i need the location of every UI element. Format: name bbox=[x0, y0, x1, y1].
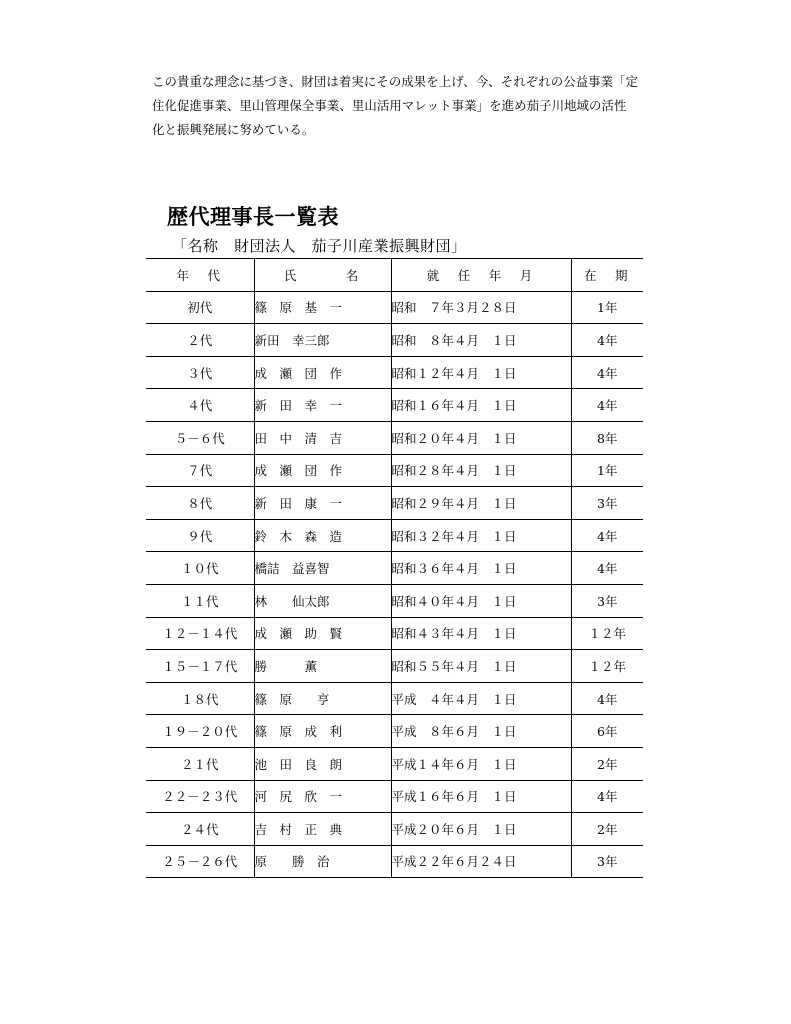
cell-term: 1年 bbox=[571, 454, 643, 487]
cell-name: 勝 薫 bbox=[254, 650, 391, 683]
intro-line: 住化促進事業、里山管理保全事業、里山活用マレット事業」を進め茄子川地域の活性 bbox=[152, 98, 627, 113]
column-header-appointment-date: 就 任 年 月 bbox=[391, 259, 571, 292]
table-row bbox=[146, 487, 643, 520]
column-header-term: 在 期 bbox=[571, 259, 643, 292]
column-header-era: 年 代 bbox=[146, 259, 254, 292]
cell-term: １２年 bbox=[571, 650, 643, 683]
cell-name: 河 尻 欣 一 bbox=[254, 780, 391, 813]
cell-appointment-date: 昭和２９年４月 １日 bbox=[391, 487, 571, 520]
cell-name: 原 勝 治 bbox=[254, 845, 391, 878]
table-row bbox=[146, 715, 643, 748]
cell-appointment-date: 昭和４３年４月 １日 bbox=[391, 617, 571, 650]
cell-name: 鈴 木 森 造 bbox=[254, 519, 391, 552]
cell-name: 吉 村 正 典 bbox=[254, 813, 391, 846]
cell-era: ２２－２３代 bbox=[146, 780, 254, 813]
table-row bbox=[146, 291, 643, 324]
cell-term: 4年 bbox=[571, 682, 643, 715]
cell-era: １１代 bbox=[146, 584, 254, 617]
intro-line: この貴重な理念に基づき、財団は着実にその成果を上げ、今、それぞれの公益事業「定 bbox=[152, 74, 639, 89]
cell-era: １２－１４代 bbox=[146, 617, 254, 650]
chairman-history-table bbox=[146, 258, 643, 878]
cell-name: 新田 幸三郎 bbox=[254, 324, 391, 357]
cell-name: 篠 原 亨 bbox=[254, 682, 391, 715]
cell-era: ２５－２６代 bbox=[146, 845, 254, 878]
cell-appointment-date: 昭和 ８年４月 １日 bbox=[391, 324, 571, 357]
cell-era: １８代 bbox=[146, 682, 254, 715]
cell-term: 4年 bbox=[571, 519, 643, 552]
table-row bbox=[146, 454, 643, 487]
cell-name: 篠 原 成 利 bbox=[254, 715, 391, 748]
cell-term: １２年 bbox=[571, 617, 643, 650]
cell-era: ４代 bbox=[146, 389, 254, 422]
cell-appointment-date: 昭和１２年４月 １日 bbox=[391, 356, 571, 389]
cell-name: 成 瀬 団 作 bbox=[254, 356, 391, 389]
table-header-row bbox=[146, 259, 643, 292]
cell-appointment-date: 平成２０年６月 １日 bbox=[391, 813, 571, 846]
cell-era: １９－２０代 bbox=[146, 715, 254, 748]
cell-name: 成 瀬 団 作 bbox=[254, 454, 391, 487]
cell-name: 池 田 良 朗 bbox=[254, 747, 391, 780]
cell-era: ９代 bbox=[146, 519, 254, 552]
cell-era: ２代 bbox=[146, 324, 254, 357]
cell-appointment-date: 昭和２０年４月 １日 bbox=[391, 421, 571, 454]
cell-appointment-date: 平成２２年６月２４日 bbox=[391, 845, 571, 878]
intro-line: 化と振興発展に努めている。 bbox=[152, 122, 315, 137]
cell-appointment-date: 平成 ８年６月 １日 bbox=[391, 715, 571, 748]
cell-term: 4年 bbox=[571, 356, 643, 389]
cell-term: 2年 bbox=[571, 747, 643, 780]
cell-era: ５－６代 bbox=[146, 421, 254, 454]
cell-era: １５－１７代 bbox=[146, 650, 254, 683]
cell-name: 新 田 幸 一 bbox=[254, 389, 391, 422]
cell-era: １０代 bbox=[146, 552, 254, 585]
cell-name: 新 田 康 一 bbox=[254, 487, 391, 520]
cell-term: 8年 bbox=[571, 421, 643, 454]
cell-era: ２１代 bbox=[146, 747, 254, 780]
table-row bbox=[146, 356, 643, 389]
cell-term: 6年 bbox=[571, 715, 643, 748]
cell-term: 4年 bbox=[571, 552, 643, 585]
cell-term: 1年 bbox=[571, 291, 643, 324]
cell-appointment-date: 昭和４０年４月 １日 bbox=[391, 584, 571, 617]
cell-era: ３代 bbox=[146, 356, 254, 389]
table-row bbox=[146, 519, 643, 552]
table-row bbox=[146, 650, 643, 683]
cell-name: 篠 原 基 一 bbox=[254, 291, 391, 324]
cell-name: 成 瀬 助 賢 bbox=[254, 617, 391, 650]
cell-name: 橋詰 益喜智 bbox=[254, 552, 391, 585]
table-row bbox=[146, 584, 643, 617]
cell-term: 2年 bbox=[571, 813, 643, 846]
page-title: 歴代理事長一覧表 bbox=[167, 205, 339, 229]
column-header-name: 氏 名 bbox=[254, 259, 391, 292]
cell-appointment-date: 平成１６年６月 １日 bbox=[391, 780, 571, 813]
cell-term: 4年 bbox=[571, 780, 643, 813]
cell-name: 林 仙太郎 bbox=[254, 584, 391, 617]
table-row bbox=[146, 552, 643, 585]
cell-appointment-date: 昭和１６年４月 １日 bbox=[391, 389, 571, 422]
cell-appointment-date: 昭和２８年４月 １日 bbox=[391, 454, 571, 487]
table-body bbox=[146, 291, 643, 878]
cell-appointment-date: 昭和５５年４月 １日 bbox=[391, 650, 571, 683]
cell-appointment-date: 平成 ４年４月 １日 bbox=[391, 682, 571, 715]
cell-name: 田 中 清 吉 bbox=[254, 421, 391, 454]
cell-appointment-date: 昭和３６年４月 １日 bbox=[391, 552, 571, 585]
table-row bbox=[146, 845, 643, 878]
organization-name: 「名称 財団法人 茄子川産業振興財団」 bbox=[172, 237, 467, 255]
cell-term: 4年 bbox=[571, 324, 643, 357]
intro-paragraph bbox=[152, 70, 652, 142]
cell-era: ８代 bbox=[146, 487, 254, 520]
table-row bbox=[146, 389, 643, 422]
cell-appointment-date: 昭和３２年４月 １日 bbox=[391, 519, 571, 552]
table-row bbox=[146, 324, 643, 357]
cell-era: 初代 bbox=[146, 291, 254, 324]
cell-term: 4年 bbox=[571, 389, 643, 422]
cell-appointment-date: 平成１４年６月 １日 bbox=[391, 747, 571, 780]
table-row bbox=[146, 682, 643, 715]
table-row bbox=[146, 421, 643, 454]
table-row bbox=[146, 747, 643, 780]
cell-appointment-date: 昭和 ７年３月２８日 bbox=[391, 291, 571, 324]
cell-term: 3年 bbox=[571, 845, 643, 878]
cell-term: 3年 bbox=[571, 487, 643, 520]
table-row bbox=[146, 780, 643, 813]
cell-era: ２４代 bbox=[146, 813, 254, 846]
cell-era: ７代 bbox=[146, 454, 254, 487]
table-row bbox=[146, 813, 643, 846]
cell-term: 3年 bbox=[571, 584, 643, 617]
table-row bbox=[146, 617, 643, 650]
